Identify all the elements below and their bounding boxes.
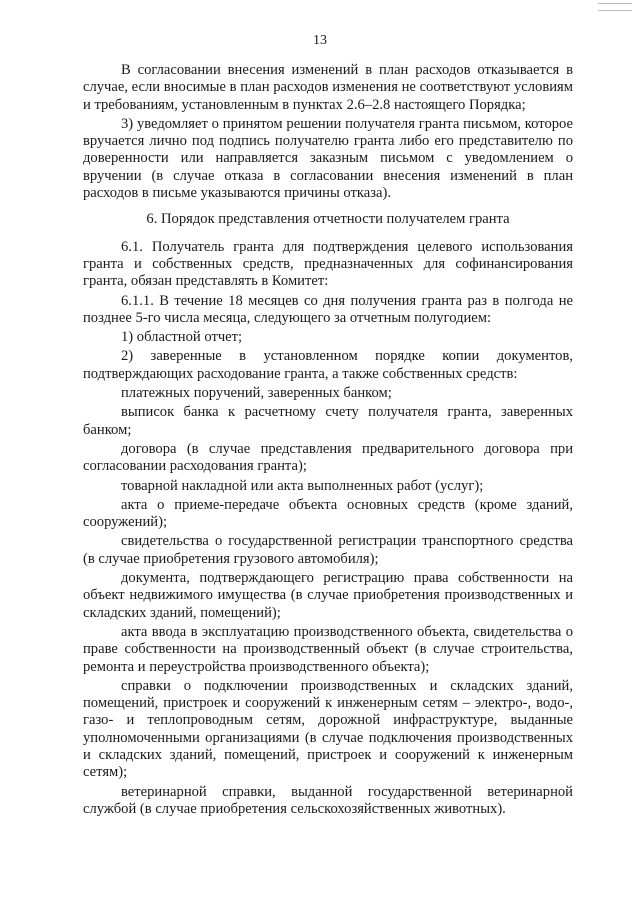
body-text [83, 62, 573, 820]
list-item-commissioning-act: акта ввода в эксплуатацию производственного объекта, свидетельства о праве собственности на производственный объект (в случае строительства, ремонта и переустройства производственного объекта); [83, 623, 573, 675]
list-item-invoice: товарной накладной или акта выполненных работ (услуг); [121, 477, 484, 494]
list-item-certified-copies: 2) заверенные в установленном порядке копии документов, подтверждающих расходование гранта, а также собственных средств: [83, 348, 573, 382]
list-item-acceptance-act: акта о приеме-передаче объекта основных средств (кроме зданий, сооружений); [83, 496, 573, 531]
clause-6-1: 6.1. Получатель гранта для подтверждения целевого использования гранта и собственных средств, предназначенных для софинансирования гранта, обязан представлять в Комитет: [83, 238, 573, 290]
list-item-bank-statements: выписок банка к расчетному счету получателя гранта, заверенных банком; [83, 404, 573, 438]
list-item-regional-report: 1) областной отчет; [121, 329, 243, 346]
paragraph-refusal-conditions: В согласовании внесения изменений в план расходов отказывается в случае, если вносимые в план расходов изменения не соответствуют условиям и требованиям, установленным в пунктах 2.6–2.8 настоящего Порядка; [83, 62, 573, 113]
section-heading: 6. Порядок представления отчетности получателем гранта [146, 211, 510, 228]
list-item-payment-orders: платежных поручений, заверенных банком; [121, 385, 392, 402]
list-item-contract: договора (в случае представления предварительного договора при согласовании расходования гранта); [83, 440, 573, 475]
paragraph-notification: 3) уведомляет о принятом решении получателя гранта письмом, которое вручается лично под подпись получателю гранта либо его представителю по доверенности или направляется заказным письмом с уведомлением о вручении (в случае отказа в согласовании внесения изменений в план расходов в письме указываются причины отказа). [83, 115, 573, 202]
list-item-utility-connection: справки о подключении производственных и складских зданий, помещений, пристроек и сооружений к инженерным сетям – электро-, водо-, газо- и теплопроводным сетям, дорожной инфраструктуре, выданные уполномоченными организациями (в случае подключения производственных и складских зданий, помещений, пристроек и сооружений к инженерным сетям); [83, 677, 573, 781]
list-item-vehicle-registration: свидетельства о государственной регистрации транспортного средства (в случае приобретения грузового автомобиля); [83, 533, 573, 567]
list-item-veterinary-certificate: ветеринарной справки, выданной государственной ветеринарной службой (в случае приобретения сельскохозяйственных животных). [83, 783, 573, 817]
scan-corner-mark [598, 3, 632, 11]
page-number: 13 [313, 33, 327, 48]
clause-6-1-1: 6.1.1. В течение 18 месяцев со дня получения гранта раз в полгода не позднее 5-го числа месяца, следующего за отчетным полугодием: [83, 292, 573, 326]
list-item-property-rights: документа, подтверждающего регистрацию права собственности на объект недвижимого имущества (в случае приобретения производственных и складских зданий, помещений); [83, 570, 573, 621]
